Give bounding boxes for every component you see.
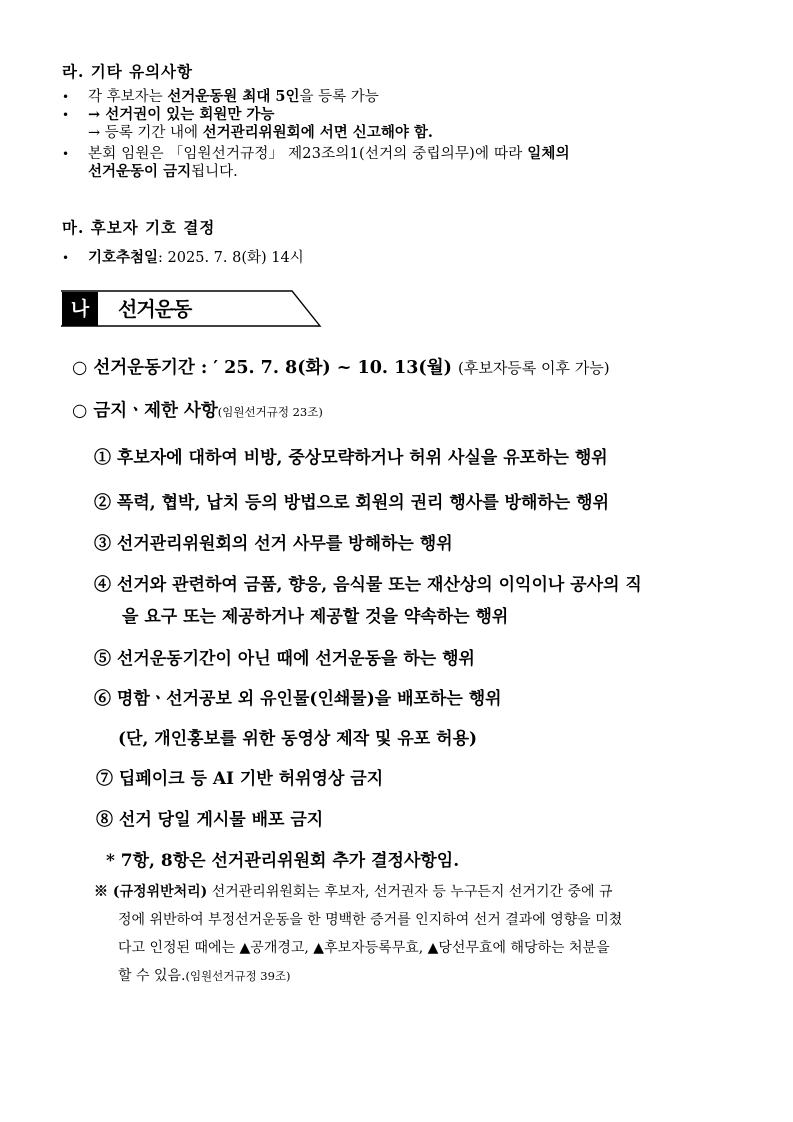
section-ra-bullet-1: [88, 88, 379, 106]
banner-badge: 나: [62, 292, 98, 326]
text: 선거관리위원회는 후보자, 선거권자 등 누구든지 선거기간 중에 규: [207, 884, 613, 900]
prohibit-item-2: ② 폭력, 협박, 납치 등의 방법으로 회원의 권리 행사를 방해하는 행위: [94, 493, 609, 513]
text: 본회 임원은 「임원선거규정」 제23조의1(선거의 중립의무)에 따라: [88, 146, 528, 162]
text: 각 후보자는: [88, 89, 168, 105]
emphasis: 선거운동원 최대 5인: [167, 88, 300, 105]
section-ra-title: 라. 기타 유의사항: [62, 62, 194, 81]
campaign-period: [72, 354, 610, 379]
bullet-icon: •: [62, 90, 70, 104]
prohibit-item-4-line-1: ④ 선거와 관련하여 금품, 향응, 음식물 또는 재산상의 이익이나 공사의 직: [94, 575, 642, 595]
text: : 2025. 7. 8(화) 14시: [158, 250, 304, 266]
banner-title: 선거운동: [118, 297, 192, 321]
footnote-line-2: 정에 위반하여 부정선거운동을 한 명백한 증거를 인지하여 선거 결과에 영향을 미쳤: [118, 912, 623, 928]
bullet-icon: •: [62, 147, 70, 161]
bullet-icon: •: [62, 251, 70, 265]
section-ra-bullet-2-line-2: [88, 163, 238, 181]
bullet-icon: •: [62, 108, 70, 122]
section-ma-title: 마. 후보자 기호 결정: [62, 218, 216, 237]
prohibit-note: (임원선거규정 23조): [217, 405, 323, 419]
footnote-line-4: [118, 962, 290, 990]
footnote-source: (임원선거규정 39조): [185, 969, 291, 983]
emphasis: 선거운동이 금지: [88, 163, 192, 180]
prohibit-label: ○ 금지ㆍ제한 사항: [72, 401, 218, 421]
footnote-line-1: [94, 878, 612, 906]
campaign-period-note: (후보자등록 이후 가능): [457, 359, 610, 377]
footnote-mark: ※ (규정위반처리): [94, 884, 208, 900]
text: 을 등록 가능: [299, 89, 379, 105]
text: 됩니다.: [191, 164, 238, 180]
prohibit-item-5: ⑤ 선거운동기간이 아닌 때에 선거운동을 하는 행위: [94, 649, 475, 669]
section-ra-arrow-2: [88, 124, 433, 142]
emphasis: 기호추첨일: [88, 249, 159, 266]
emphasis: 일체의: [527, 145, 570, 162]
prohibit-items-note: * 7항, 8항은 선거관리위원회 추가 결정사항임.: [106, 851, 460, 871]
prohibit-item-7: ⑦ 딥페이크 등 AI 기반 허위영상 금지: [96, 769, 384, 789]
section-ma-bullet-1: [88, 249, 304, 267]
prohibit-item-1: ① 후보자에 대하여 비방, 중상모략하거나 허위 사실을 유포하는 행위: [94, 448, 608, 468]
emphasis: 선거관리위원회에 서면 신고해야 함.: [202, 124, 433, 141]
section-ra-bullet-2-line-1: [88, 145, 570, 163]
section-ra-arrow-1: → 선거권이 있는 회원만 가능: [88, 106, 275, 123]
campaign-period-label: ○ 선거운동기간 : ′ 25. 7. 8(화) ~ 10. 13(월): [72, 358, 452, 378]
prohibit-item-6-note: (단, 개인홍보를 위한 동영상 제작 및 유포 허용): [118, 729, 478, 749]
prohibit-item-8: ⑧ 선거 당일 게시물 배포 금지: [96, 810, 324, 830]
prohibit-item-3: ③ 선거관리위원회의 선거 사무를 방해하는 행위: [94, 534, 453, 554]
text: → 등록 기간 내에: [88, 125, 203, 141]
footnote-line-3: 다고 인정된 때에는 ▲공개경고, ▲후보자등록무효, ▲당선무효에 해당하는 처분을: [118, 940, 610, 956]
text: 할 수 있음.: [118, 968, 186, 984]
prohibit-heading: [72, 397, 323, 422]
prohibit-item-6: ⑥ 명함ㆍ선거공보 외 유인물(인쇄물)을 배포하는 행위: [94, 689, 502, 709]
prohibit-item-4-line-2: 을 요구 또는 제공하거나 제공할 것을 약속하는 행위: [122, 607, 509, 627]
